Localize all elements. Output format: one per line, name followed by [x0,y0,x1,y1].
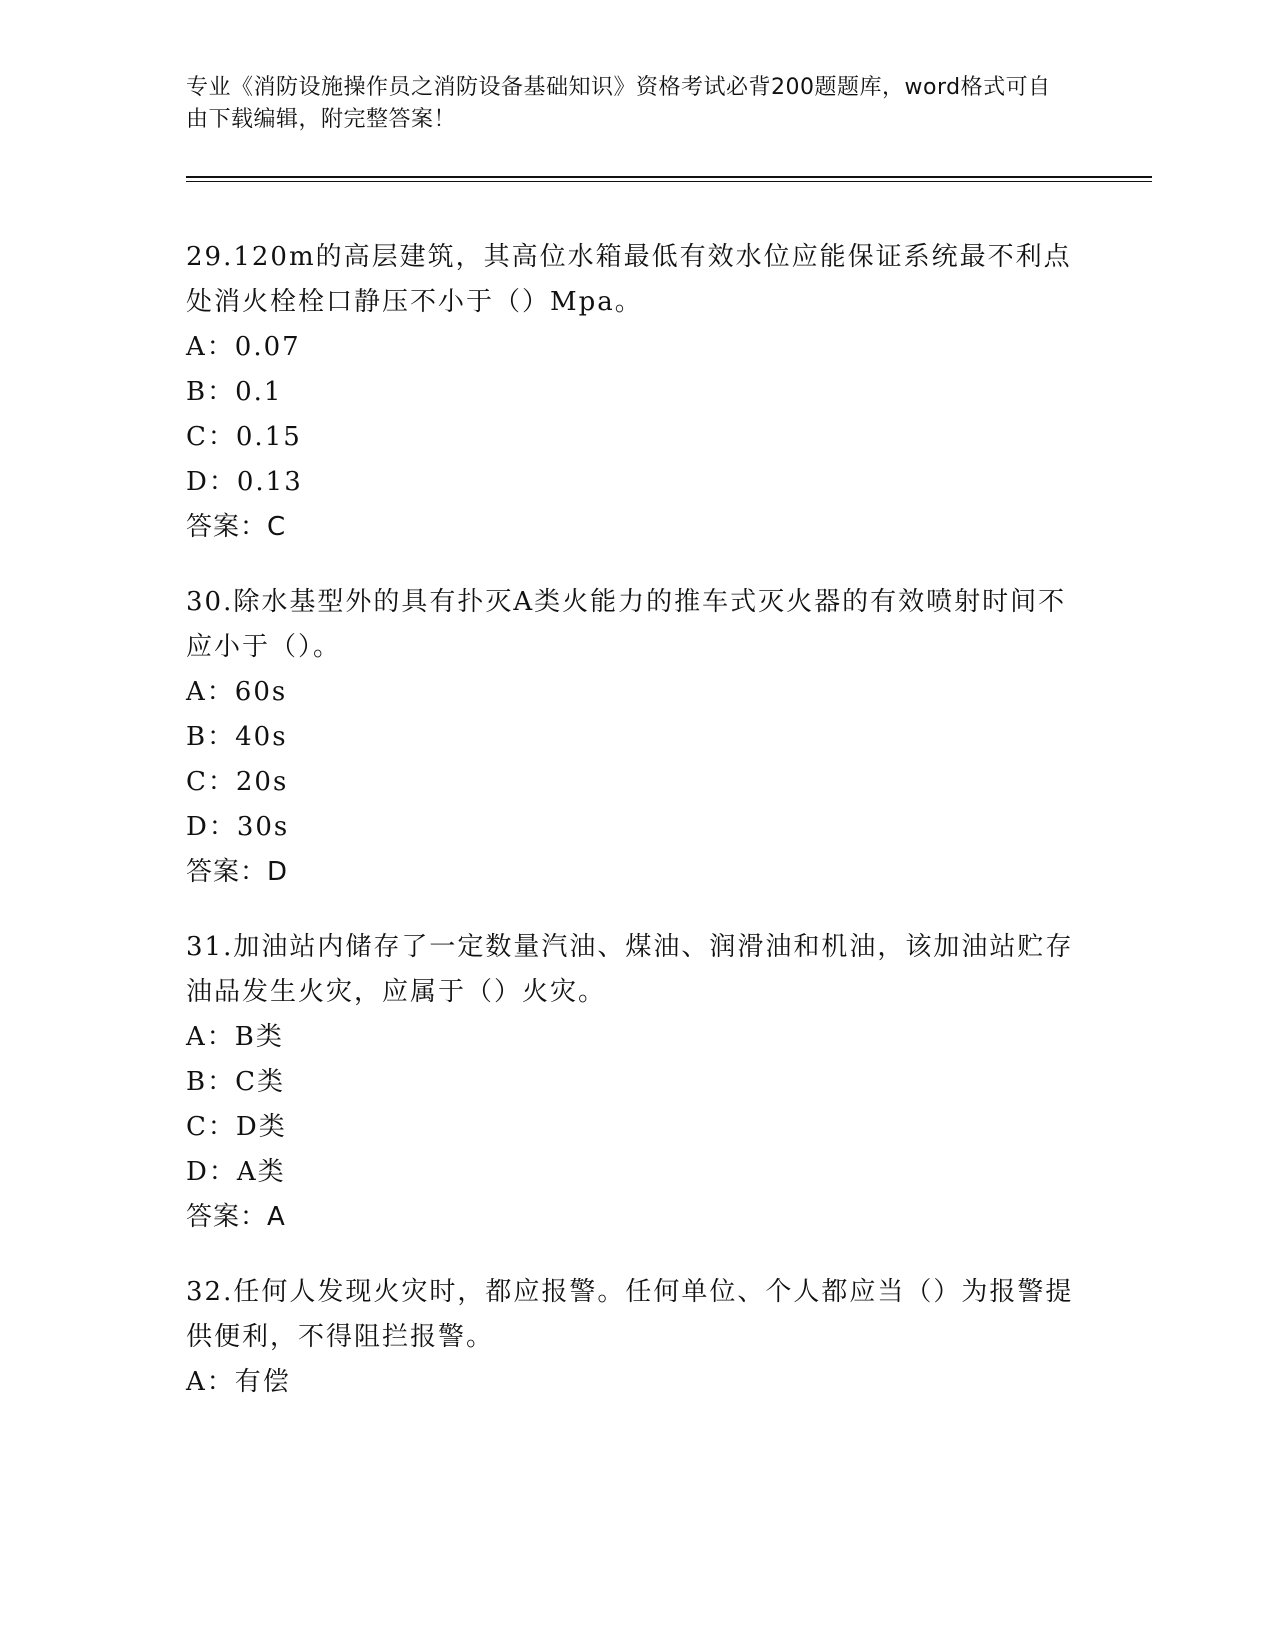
option-a: A：有偿 [186,1367,291,1397]
question-list [186,235,1086,1435]
document-header: 专业《消防设施操作员之消防设备基础知识》资格考试必背200题题库，word格式可自由下载编辑，附完整答案！ [186,75,1051,132]
option-d: D：A类 [186,1157,286,1187]
header-divider-thick [186,176,1152,178]
answer: 答案：D [186,857,289,887]
question-stem: 30.除水基型外的具有扑灭A类火能力的推车式灭火器的有效喷射时间不应小于（）。 [186,587,1067,662]
question-30 [186,580,1086,895]
answer: 答案：A [186,1202,286,1232]
option-d: D：0.13 [186,467,303,497]
question-31 [186,925,1086,1240]
option-a: A：B类 [186,1022,284,1052]
question-stem: 29.120m的高层建筑，其高位水箱最低有效水位应能保证系统最不利点处消火栓栓口静压不小于（）Mpa。 [186,242,1072,317]
question-stem: 31.加油站内储存了一定数量汽油、煤油、润滑油和机油，该加油站贮存油品发生火灾，应属于（）火灾。 [186,932,1074,1007]
option-c: C：20s [186,767,289,797]
option-b: B：40s [186,722,288,752]
question-stem: 32.任何人发现火灾时，都应报警。任何单位、个人都应当（）为报警提供便利，不得阻拦报警。 [186,1277,1074,1352]
option-c: C：D类 [186,1112,287,1142]
option-a: A：0.07 [186,332,301,362]
header-divider-thin [186,181,1152,182]
option-d: D：30s [186,812,290,842]
option-b: B：0.1 [186,377,283,407]
option-b: B：C类 [186,1067,286,1097]
answer: 答案：C [186,512,287,542]
question-32 [186,1270,1086,1405]
option-c: C：0.15 [186,422,302,452]
option-a: A：60s [186,677,288,707]
question-29 [186,235,1086,550]
